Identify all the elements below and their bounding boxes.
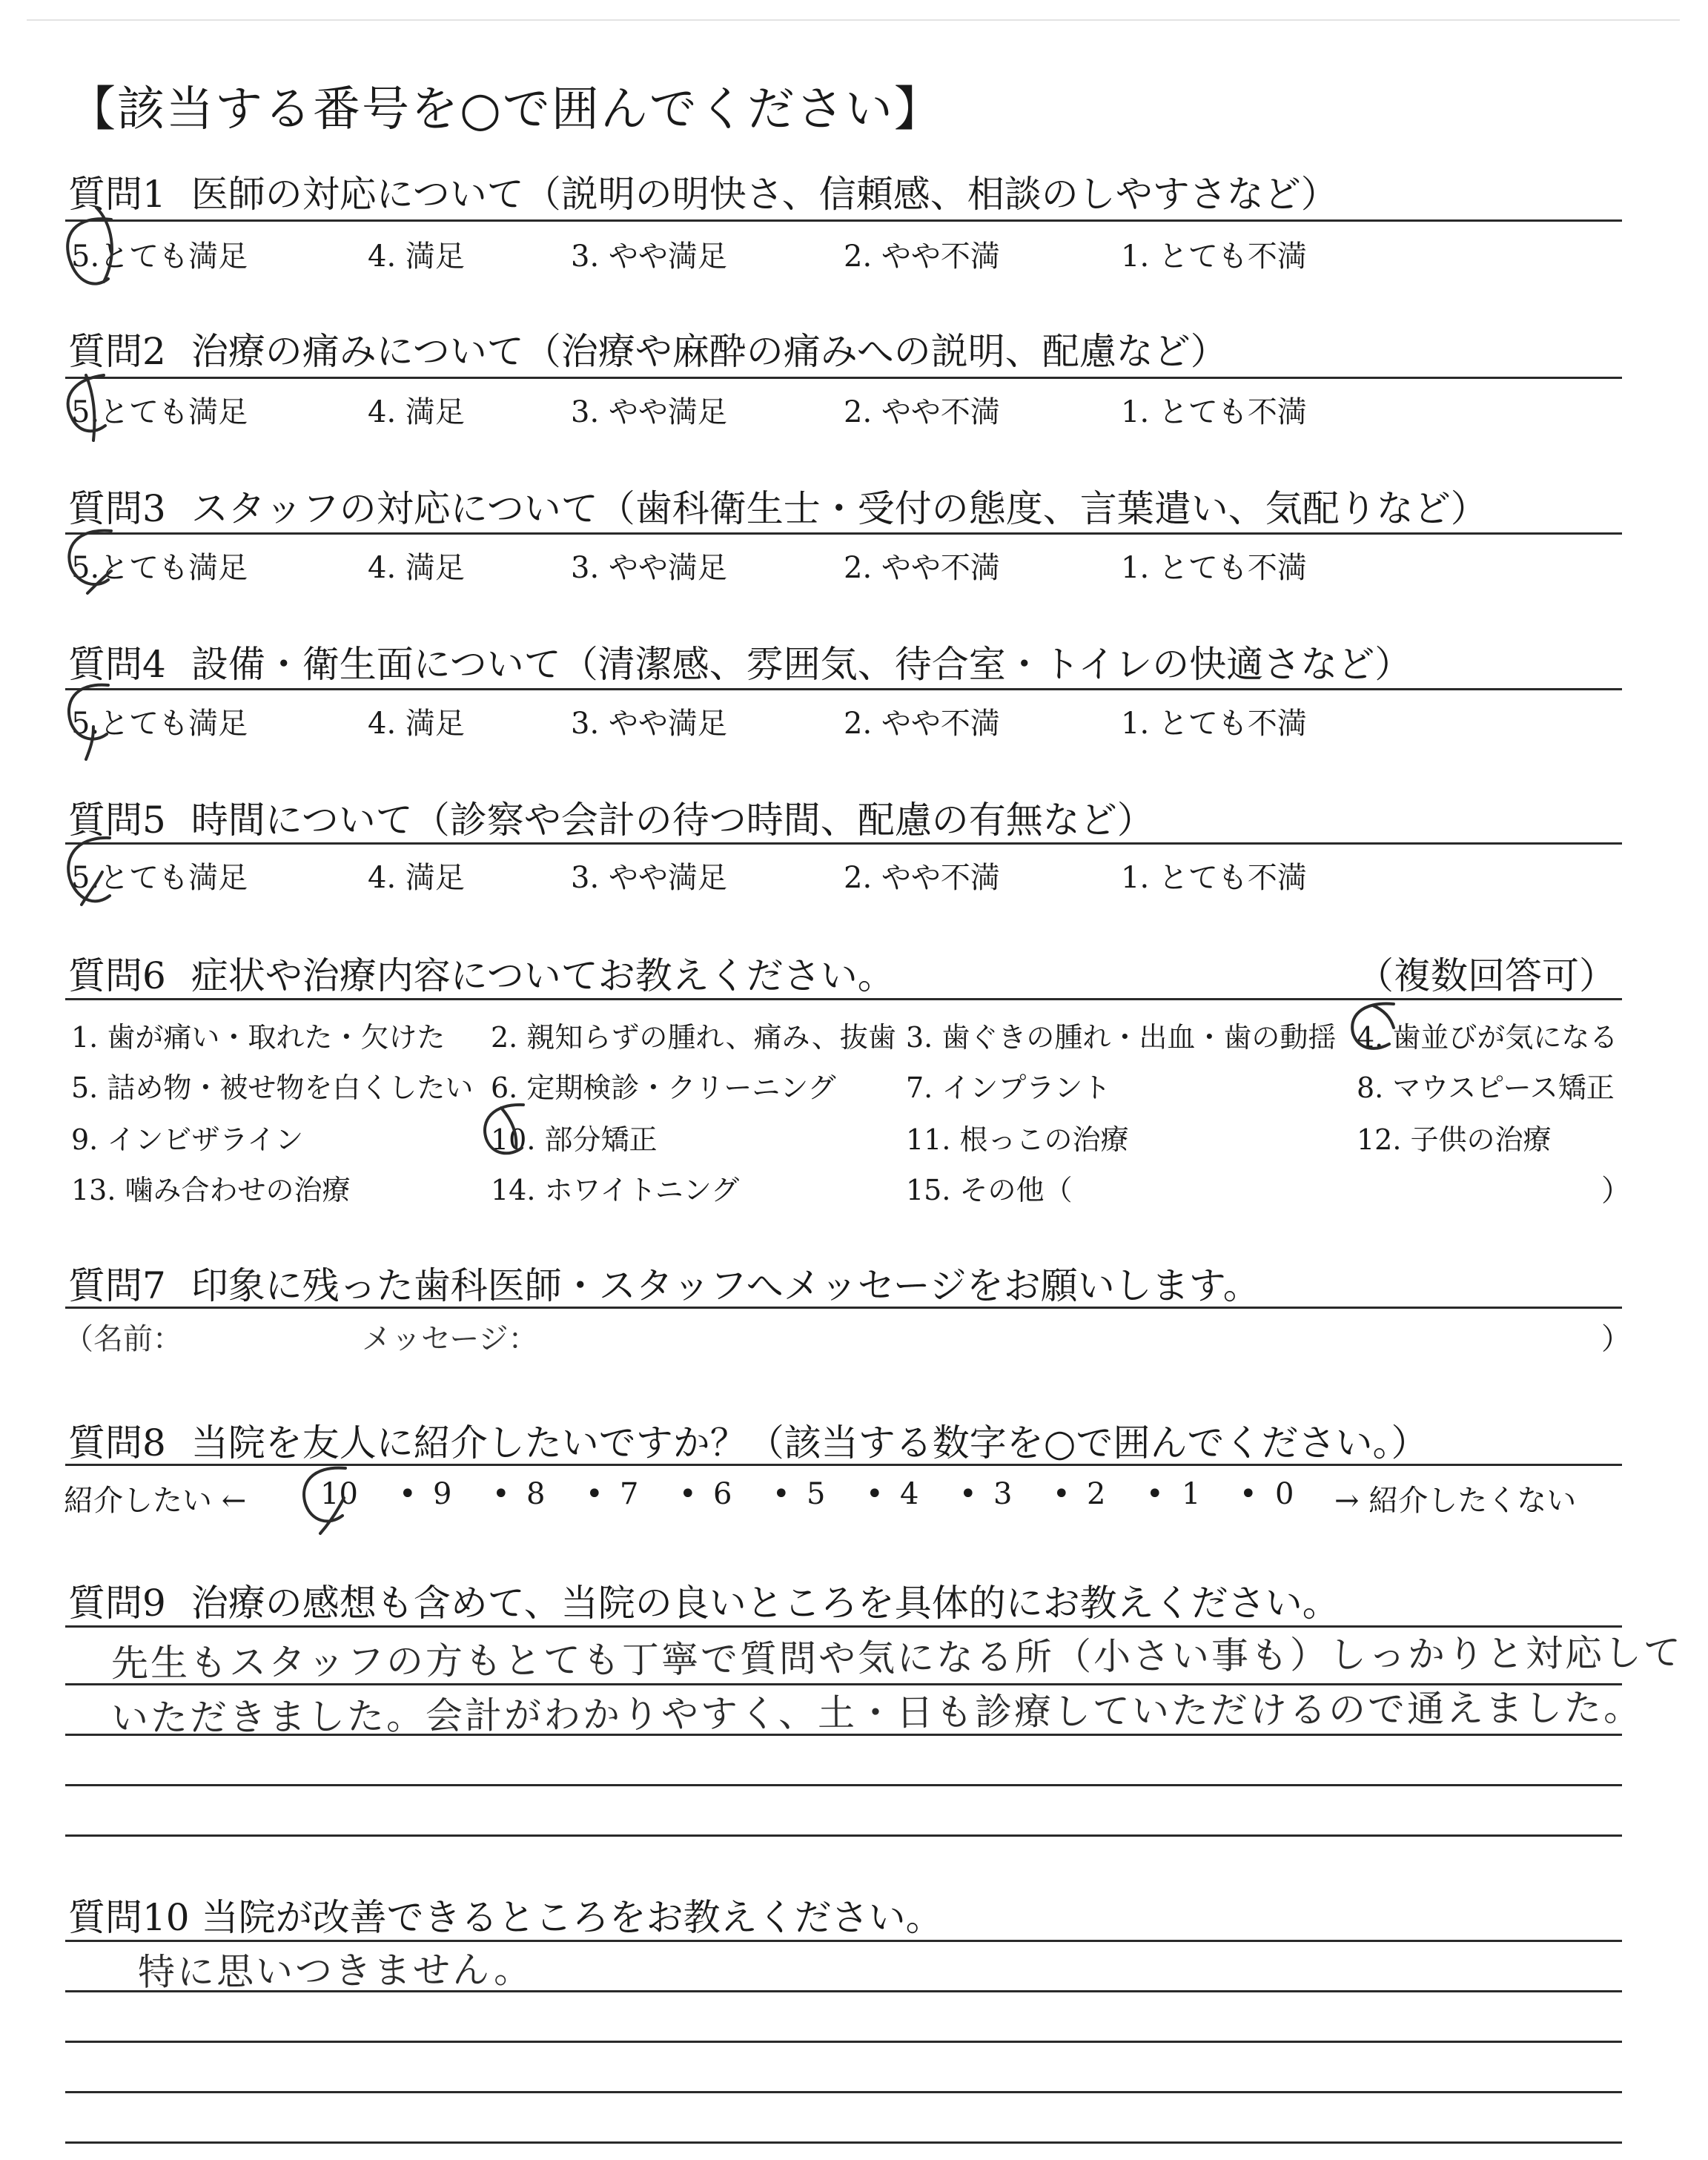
- q8-scale-separator: •: [772, 1477, 790, 1511]
- q8-scale-7[interactable]: 7: [620, 1477, 639, 1511]
- q6-item-11[interactable]: 11. 根っこの治療: [906, 1123, 1129, 1156]
- q6-text: 症状や治療内容についてお教えください。: [191, 954, 895, 997]
- q8-scale-separator: •: [679, 1477, 697, 1511]
- q8-scale-3[interactable]: 3: [993, 1477, 1013, 1511]
- q8-scale-separator: •: [1053, 1477, 1070, 1511]
- q3-option-1[interactable]: 1. とても不満: [1121, 551, 1307, 585]
- q8-scale-separator: •: [492, 1477, 510, 1511]
- q6-rule: [65, 998, 1622, 1000]
- q1-option-4[interactable]: 4. 満足: [368, 240, 465, 274]
- q1-rule: [65, 219, 1622, 222]
- q1-option-1[interactable]: 1. とても不満: [1121, 240, 1307, 274]
- q7-name-label: （名前：: [64, 1322, 182, 1356]
- q5-number: 質問5: [68, 799, 166, 842]
- q6-item-15[interactable]: 15. その他（: [906, 1174, 1073, 1206]
- q2-option-2[interactable]: 2. やや不満: [844, 395, 1000, 429]
- q8-scale-0[interactable]: 0: [1275, 1477, 1294, 1511]
- q8-scale-10[interactable]: 10: [320, 1477, 358, 1511]
- q8-left-label: 紹介したい ←: [64, 1484, 247, 1518]
- q6-number: 質問6: [68, 954, 166, 997]
- q6-item-14[interactable]: 14. ホワイトニング: [491, 1174, 740, 1206]
- q10-text: 当院が改善できるところをお教えください。: [201, 1896, 943, 1939]
- q4-option-3[interactable]: 3. やや満足: [571, 707, 727, 741]
- q8-scale-2[interactable]: 2: [1087, 1477, 1106, 1511]
- instruction-header: 【該当する番号を○で囲んでください】: [68, 82, 943, 137]
- q7-text: 印象に残った歯科医師・スタッフへメッセージをお願いします。: [191, 1264, 1260, 1307]
- q10-answer-line-5: [65, 2141, 1622, 2144]
- q1-title: [68, 165, 1338, 218]
- q9-answer-line-5: [65, 1834, 1622, 1837]
- q10-number: 質問10: [68, 1896, 190, 1939]
- q10-title: [68, 1888, 943, 1941]
- q5-option-3[interactable]: 3. やや満足: [571, 861, 727, 895]
- q2-option-5[interactable]: 5.とても満足: [71, 395, 248, 429]
- q2-title: [68, 322, 1228, 375]
- q6-item-8[interactable]: 8. マウスピース矯正: [1357, 1071, 1615, 1104]
- q8-number: 質問8: [68, 1421, 166, 1464]
- q8-scale-separator: •: [866, 1477, 884, 1511]
- q10-handwritten-answer: 特に思いつきません。: [137, 1948, 534, 1994]
- q3-option-5[interactable]: 5.とても満足: [71, 551, 248, 585]
- q7-number: 質問7: [68, 1264, 166, 1307]
- q7-rule: [65, 1307, 1622, 1309]
- q8-scale-6[interactable]: 6: [713, 1477, 732, 1511]
- q6-item-4[interactable]: 4. 歯並びが気になる: [1357, 1021, 1618, 1054]
- q2-text: 治療の痛みについて（治療や麻酔の痛みへの説明、配慮など）: [191, 330, 1228, 373]
- q3-option-4[interactable]: 4. 満足: [368, 551, 465, 585]
- q1-option-3[interactable]: 3. やや満足: [571, 240, 727, 274]
- q6-item-13[interactable]: 13. 噛み合わせの治療: [71, 1174, 351, 1206]
- q6-other-close-paren: ）: [1601, 1174, 1631, 1208]
- q6-item-6[interactable]: 6. 定期検診・クリーニング: [491, 1071, 836, 1104]
- q2-option-1[interactable]: 1. とても不満: [1121, 395, 1307, 429]
- q6-item-9[interactable]: 9. インビザライン: [71, 1123, 304, 1156]
- q2-option-4[interactable]: 4. 満足: [368, 395, 465, 429]
- q8-scale-1[interactable]: 1: [1182, 1477, 1201, 1511]
- q8-scale-separator: •: [1146, 1477, 1164, 1511]
- q5-option-2[interactable]: 2. やや不満: [844, 861, 1000, 895]
- q4-option-5[interactable]: 5.とても満足: [71, 707, 248, 741]
- q7-message-label: メッセージ：: [362, 1322, 538, 1356]
- q2-rule: [65, 377, 1622, 379]
- q5-rule: [65, 842, 1622, 845]
- q6-item-1[interactable]: 1. 歯が痛い・取れた・欠けた: [71, 1021, 446, 1054]
- q5-text: 時間について（診察や会計の待つ時間、配慮の有無など）: [191, 799, 1154, 842]
- q8-scale-separator: •: [959, 1477, 977, 1511]
- q3-text: スタッフの対応について（歯科衛生士・受付の態度、言葉遣い、気配りなど）: [191, 487, 1488, 530]
- scan-edge-line: [27, 19, 1680, 21]
- q3-rule: [65, 532, 1622, 535]
- q8-text: 当院を友人に紹介したいですか？（該当する数字を○で囲んでください。）: [191, 1421, 1429, 1464]
- q5-option-5[interactable]: 5.とても満足: [71, 861, 248, 895]
- q9-handwritten-answer-line-1: 先生もスタッフの方もとても丁寧で質問や気になる所（小さい事も）しっかりと対応して: [110, 1631, 1684, 1685]
- q2-number: 質問2: [68, 330, 166, 373]
- q3-title: [68, 479, 1488, 532]
- q4-rule: [65, 688, 1622, 690]
- q8-scale-separator: •: [1239, 1477, 1257, 1511]
- q6-item-3[interactable]: 3. 歯ぐきの腫れ・出血・歯の動揺: [906, 1021, 1337, 1054]
- q4-title: [68, 635, 1411, 688]
- q1-option-5[interactable]: 5.とても満足: [71, 240, 248, 274]
- q7-title: [68, 1256, 1260, 1309]
- q3-number: 質問3: [68, 487, 166, 530]
- q1-number: 質問1: [68, 173, 166, 216]
- q6-multi-answer-note: （複数回答可）: [1357, 954, 1616, 997]
- q4-option-2[interactable]: 2. やや不満: [844, 707, 1000, 741]
- q6-item-10[interactable]: 10. 部分矯正: [491, 1123, 658, 1156]
- q8-scale-separator: •: [399, 1477, 417, 1511]
- q9-answer-line-4: [65, 1784, 1622, 1786]
- q1-option-2[interactable]: 2. やや不満: [844, 240, 1000, 274]
- q6-item-2[interactable]: 2. 親知らずの腫れ、痛み、抜歯: [491, 1021, 896, 1054]
- q8-scale-9[interactable]: 9: [433, 1477, 452, 1511]
- q5-option-4[interactable]: 4. 満足: [368, 861, 465, 895]
- q4-text: 設備・衛生面について（清潔感、雰囲気、待合室・トイレの快適さなど）: [191, 643, 1412, 686]
- q9-title: [68, 1573, 1340, 1627]
- q7-close-paren: ）: [1601, 1322, 1631, 1356]
- q3-option-2[interactable]: 2. やや不満: [844, 551, 1000, 585]
- q9-text: 治療の感想も含めて、当院の良いところを具体的にお教えください。: [191, 1582, 1340, 1625]
- q8-scale-separator: •: [586, 1477, 603, 1511]
- q6-title: [68, 946, 1616, 1000]
- q8-scale-5[interactable]: 5: [807, 1477, 826, 1511]
- q4-number: 質問4: [68, 643, 166, 686]
- q4-option-1[interactable]: 1. とても不満: [1121, 707, 1307, 741]
- q6-item-12[interactable]: 12. 子供の治療: [1357, 1123, 1552, 1156]
- q6-item-7[interactable]: 7. インプラント: [906, 1071, 1111, 1104]
- q9-handwritten-answer-line-2: いただきました。会計がわかりやすく、土・日も診療していただけるので通えました。: [110, 1685, 1644, 1740]
- q10-answer-line-3: [65, 2041, 1622, 2043]
- q8-right-label: → 紹介したくない: [1334, 1484, 1577, 1518]
- q4-option-4[interactable]: 4. 満足: [368, 707, 465, 741]
- q6-item-5[interactable]: 5. 詰め物・被せ物を白くしたい: [71, 1071, 474, 1104]
- q5-option-1[interactable]: 1. とても不満: [1121, 861, 1307, 895]
- q10-answer-line-4: [65, 2091, 1622, 2093]
- q8-scale-8[interactable]: 8: [526, 1477, 546, 1511]
- q8-scale-4[interactable]: 4: [900, 1477, 919, 1511]
- q2-option-3[interactable]: 3. やや満足: [571, 395, 727, 429]
- q3-option-3[interactable]: 3. やや満足: [571, 551, 727, 585]
- q8-title: [68, 1413, 1428, 1467]
- q8-rule: [65, 1464, 1622, 1466]
- q5-title: [68, 790, 1154, 844]
- q1-text: 医師の対応について（説明の明快さ、信頼感、相談のしやすさなど）: [191, 173, 1338, 216]
- q9-number: 質問9: [68, 1582, 166, 1625]
